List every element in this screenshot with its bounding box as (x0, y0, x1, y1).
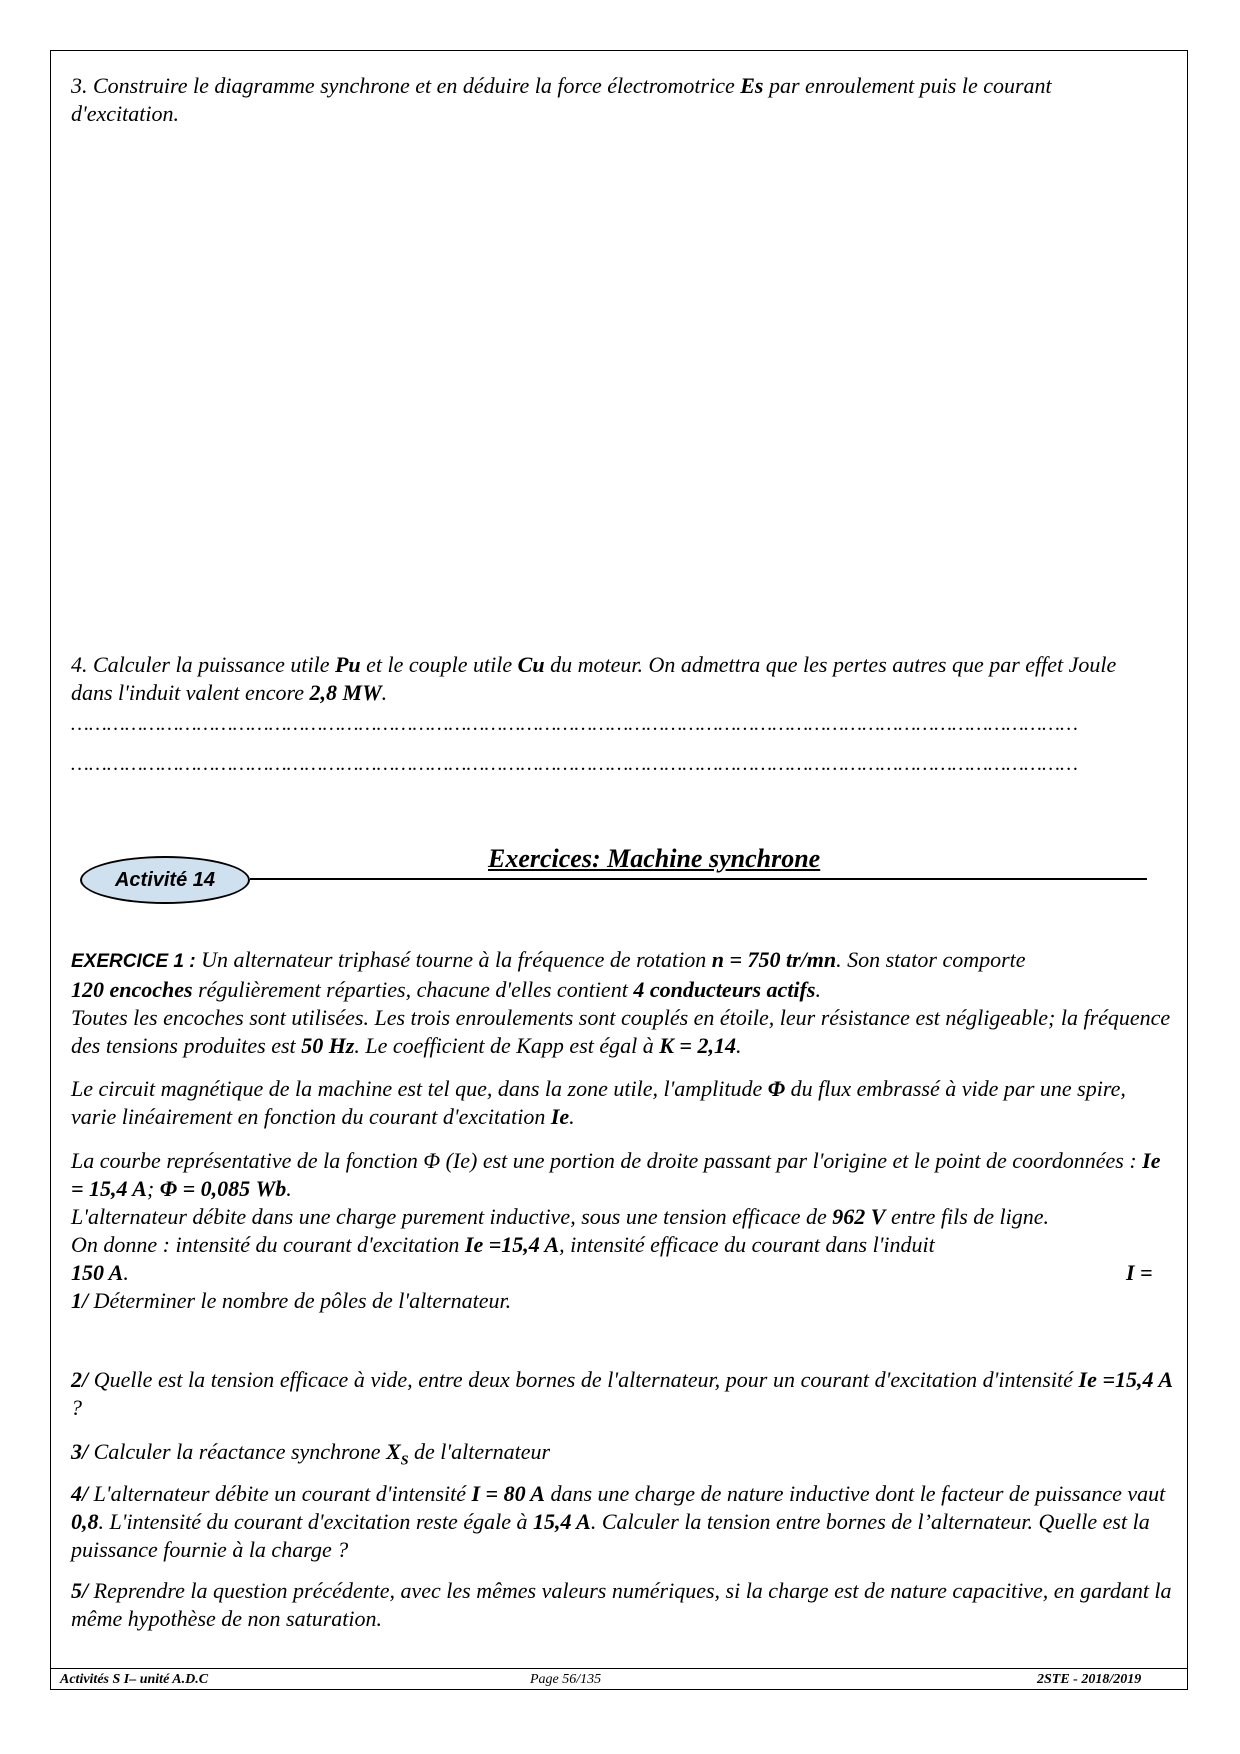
q2-text-end: ? (71, 1395, 82, 1420)
q4-text-2: et le couple utile (360, 652, 518, 677)
ex1-load-text: L'alternateur débite dans une charge purement inductive, sous une tension efficace de (71, 1204, 833, 1229)
q4-mw: 2,8 MW (309, 680, 382, 705)
q4-cu: Cu (517, 652, 545, 677)
q4-text-3: . L'intensité du courant d'excitation reste égale à (98, 1509, 533, 1534)
q4-text-2: dans une charge de nature inductive dont le facteur de puissance vaut (544, 1481, 1166, 1506)
ex1-given-ie: Ie =15,4 A (464, 1232, 560, 1257)
ex1-encoches: 120 encoches (71, 977, 193, 1002)
ex1-text-2: . Son stator comporte (836, 947, 1026, 972)
ex1-flux-text-3: . (569, 1104, 575, 1129)
q3-es: Es (740, 73, 764, 98)
ex1-text-3: régulièrement réparties, chacune d'elles contient (192, 977, 634, 1002)
ex1-text-4: . (815, 977, 821, 1002)
ex1-given-text-2: , intensité efficace du courant dans l'induit (559, 1232, 935, 1257)
ex1-point-phi: Φ = 0,085 Wb (159, 1176, 287, 1201)
footer-right: 2STE - 2018/2019 (1037, 1672, 1142, 1687)
ex1-voltage: 962 V (832, 1204, 886, 1229)
q2-text: Quelle est la tension efficace à vide, entre deux bornes de l'alternateur, pour un courant d'excitation d'intensité (88, 1367, 1079, 1392)
ex1-text-5: Toutes les encoches sont utilisées. Les trois enroulements sont couplés en étoile, leur résistance est négligeable; la fréquence des tensions produites est (71, 1005, 1171, 1058)
ex1-given-i-value: 150 A (71, 1260, 124, 1285)
q4-text-4: . (381, 680, 388, 705)
activity-title: Exercices: Machine synchrone (488, 844, 821, 873)
ex1-curve-text: La courbe représentative de la fonction Φ (Ie) est une portion de droite passant par l'origine et le point de coordonnées : (71, 1148, 1143, 1173)
activity-rule (250, 878, 1147, 880)
exercise-1-q2 (71, 1366, 1173, 1422)
ex1-text: Un alternateur triphasé tourne à la fréquence de rotation (195, 947, 712, 972)
ex1-text-6: . Le coefficient de Kapp est égal à (354, 1033, 660, 1058)
question-3 (71, 72, 1161, 128)
exercise-1-flux (71, 1075, 1173, 1131)
q1-text: Déterminer le nombre de pôles de l'alternateur. (88, 1288, 512, 1313)
exercise-1-q3 (71, 1438, 1173, 1475)
ex1-ie: Ie (550, 1104, 570, 1129)
q4-text-4: . Calculer la tension entre bornes de l’alternateur. Quelle est la puissance fournie à la charge ? (71, 1509, 1150, 1562)
exercise-label: EXERCICE 1 : (71, 951, 196, 972)
q3-number: 3/ (71, 1439, 89, 1464)
activity-badge: Activité 14 (80, 856, 250, 904)
ex1-flux-text: Le circuit magnétique de la machine est tel que, dans la zone utile, l'amplitude (71, 1076, 768, 1101)
ex1-flux-text-2: du flux embrassé à vide par une spire, varie linéairement en fonction du courant d'excitation (71, 1076, 1126, 1129)
xs-subscript: S (400, 1453, 409, 1469)
q4-power-factor: 0,8 (71, 1509, 99, 1534)
ex1-n: n = 750 tr/mn (711, 947, 837, 972)
ex1-conducteurs: 4 conducteurs actifs (633, 977, 816, 1002)
q4-ie: 15,4 A (532, 1509, 591, 1534)
q2-number: 2/ (71, 1367, 89, 1392)
exercise-1-intro (71, 946, 1173, 1060)
q4-pu: Pu (334, 652, 361, 677)
ex1-given-text: On donne : intensité du courant d'excitation (71, 1232, 465, 1257)
q3-text-end: de l'alternateur (408, 1439, 551, 1464)
q3-text: 3. Construire le diagramme synchrone et en déduire la force électromotrice (71, 73, 741, 98)
ex1-sep: ; (146, 1176, 160, 1201)
answer-line-2: …………………………………………………………………………………………………………………………………………………… (71, 753, 1079, 775)
footer-left: Activités S I– unité A.D.C (60, 1672, 209, 1687)
ex1-curve-end: . (286, 1176, 292, 1201)
exercise-1-data (71, 1147, 1173, 1315)
ex1-point-ie: Ie = 15,4 A (71, 1148, 1161, 1201)
q4-current: I = 80 A (471, 1481, 545, 1506)
footer-page: Page 56/135 (530, 1672, 602, 1687)
answer-line-1: …………………………………………………………………………………………………………………………………………………… (71, 713, 1079, 735)
q5-text: Reprendre la question précédente, avec les mêmes valeurs numériques, si la charge est de nature capacitive, en gardant la même hypothèse de non saturation. (71, 1578, 1172, 1631)
question-4 (71, 651, 1161, 707)
xs-symbol: X (386, 1439, 401, 1464)
ex1-load-text-2: entre fils de ligne. (885, 1204, 1050, 1229)
ex1-phi: Φ (767, 1076, 786, 1101)
ex1-given-end: . (123, 1260, 129, 1285)
q4-text-3: du moteur. On admettra que les pertes autres que par effet Joule dans l'induit valent encore (71, 652, 1117, 705)
exercise-1-q4 (71, 1480, 1173, 1564)
q4-text: 4. Calculer la puissance utile (71, 652, 335, 677)
footer-rule (50, 1668, 1188, 1690)
exercise-1-q5 (71, 1577, 1173, 1633)
ex1-kapp: K = 2,14 (659, 1033, 736, 1058)
q4-text: L'alternateur débite un courant d'intensité (88, 1481, 472, 1506)
q3-text: Calculer la réactance synchrone (88, 1439, 387, 1464)
ex1-frequency: 50 Hz (301, 1033, 355, 1058)
ex1-text-7: . (735, 1033, 742, 1058)
q5-number: 5/ (71, 1578, 89, 1603)
q3-text-end: par enroulement puis le courant d'excitation. (71, 73, 1052, 126)
q2-ie: Ie =15,4 A (1078, 1367, 1173, 1392)
q1-number: 1/ (71, 1288, 89, 1313)
ex1-given-i: I = (1126, 1260, 1153, 1285)
q4-number: 4/ (71, 1481, 89, 1506)
